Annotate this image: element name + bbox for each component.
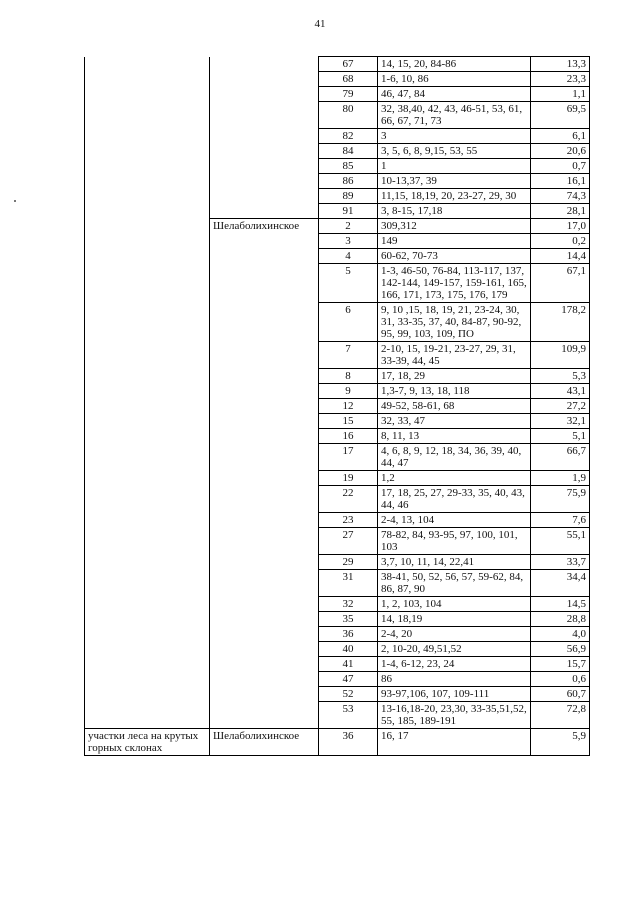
allotments-cell: 9, 10 ,15, 18, 19, 21, 23-24, 30, 31, 33-35, 37, 40, 84-87, 90-92, 95, 99, 103, 109, ПО [378, 303, 531, 342]
quarter-cell: 82 [319, 129, 378, 144]
area-cell: 17,0 [531, 219, 590, 234]
allotments-cell: 17, 18, 29 [378, 369, 531, 384]
allotments-cell: 17, 18, 25, 27, 29-33, 35, 40, 43, 44, 46 [378, 486, 531, 513]
allotments-cell: 38-41, 50, 52, 56, 57, 59-62, 84, 86, 87, 90 [378, 570, 531, 597]
forest-allotment-table [84, 56, 590, 756]
forestry-cell: Шелаболихинское [210, 219, 319, 729]
area-cell: 20,6 [531, 144, 590, 159]
quarter-cell: 47 [319, 672, 378, 687]
area-cell: 14,4 [531, 249, 590, 264]
margin-mark [14, 200, 16, 202]
quarter-cell: 80 [319, 102, 378, 129]
quarter-cell: 6 [319, 303, 378, 342]
allotments-cell: 86 [378, 672, 531, 687]
quarter-cell: 67 [319, 57, 378, 72]
area-cell: 72,8 [531, 702, 590, 729]
quarter-cell: 5 [319, 264, 378, 303]
allotments-cell: 78-82, 84, 93-95, 97, 100, 101, 103 [378, 528, 531, 555]
area-cell: 0,7 [531, 159, 590, 174]
allotments-cell: 1-6, 10, 86 [378, 72, 531, 87]
quarter-cell: 85 [319, 159, 378, 174]
quarter-cell: 53 [319, 702, 378, 729]
quarter-cell: 86 [319, 174, 378, 189]
allotments-cell: 1,2 [378, 471, 531, 486]
forestry-cell [210, 57, 319, 219]
area-cell: 1,1 [531, 87, 590, 102]
page-number: 41 [314, 18, 326, 30]
quarter-cell: 52 [319, 687, 378, 702]
area-cell: 74,3 [531, 189, 590, 204]
quarter-cell: 12 [319, 399, 378, 414]
quarter-cell: 2 [319, 219, 378, 234]
area-cell: 67,1 [531, 264, 590, 303]
quarter-cell: 9 [319, 384, 378, 399]
area-cell: 16,1 [531, 174, 590, 189]
allotments-cell: 3, 8-15, 17,18 [378, 204, 531, 219]
quarter-cell: 22 [319, 486, 378, 513]
allotments-cell: 309,312 [378, 219, 531, 234]
area-cell: 5,9 [531, 729, 590, 756]
allotments-cell: 32, 33, 47 [378, 414, 531, 429]
table-row [85, 57, 590, 72]
quarter-cell: 91 [319, 204, 378, 219]
table-body [85, 57, 590, 756]
allotments-cell: 14, 18,19 [378, 612, 531, 627]
area-cell: 14,5 [531, 597, 590, 612]
quarter-cell: 15 [319, 414, 378, 429]
quarter-cell: 23 [319, 513, 378, 528]
area-cell: 55,1 [531, 528, 590, 555]
quarter-cell: 31 [319, 570, 378, 597]
quarter-cell: 27 [319, 528, 378, 555]
area-cell: 109,9 [531, 342, 590, 369]
quarter-cell: 41 [319, 657, 378, 672]
allotments-cell: 13-16,18-20, 23,30, 33-35,51,52, 55, 185, 189-191 [378, 702, 531, 729]
allotments-cell: 2, 10-20, 49,51,52 [378, 642, 531, 657]
quarter-cell: 84 [319, 144, 378, 159]
quarter-cell: 32 [319, 597, 378, 612]
allotments-cell: 49-52, 58-61, 68 [378, 399, 531, 414]
allotments-cell: 16, 17 [378, 729, 531, 756]
allotments-cell: 2-4, 13, 104 [378, 513, 531, 528]
forestry-cell: Шелаболихинское [210, 729, 319, 756]
area-cell: 27,2 [531, 399, 590, 414]
allotments-cell: 1-3, 46-50, 76-84, 113-117, 137, 142-144, 149-157, 159-161, 165, 166, 171, 173, 175, 176, 179 [378, 264, 531, 303]
area-cell: 5,3 [531, 369, 590, 384]
allotments-cell: 1, 2, 103, 104 [378, 597, 531, 612]
area-cell: 28,1 [531, 204, 590, 219]
area-cell: 15,7 [531, 657, 590, 672]
allotments-cell: 3,7, 10, 11, 14, 22,41 [378, 555, 531, 570]
quarter-cell: 40 [319, 642, 378, 657]
allotments-cell: 32, 38,40, 42, 43, 46-51, 53, 61, 66, 67, 71, 73 [378, 102, 531, 129]
allotments-cell: 8, 11, 13 [378, 429, 531, 444]
quarter-cell: 29 [319, 555, 378, 570]
category-cell: участки леса на крутых горных склонах [85, 729, 210, 756]
area-cell: 178,2 [531, 303, 590, 342]
allotments-cell: 1 [378, 159, 531, 174]
category-cell [85, 57, 210, 729]
quarter-cell: 17 [319, 444, 378, 471]
quarter-cell: 89 [319, 189, 378, 204]
quarter-cell: 35 [319, 612, 378, 627]
area-cell: 75,9 [531, 486, 590, 513]
area-cell: 7,6 [531, 513, 590, 528]
quarter-cell: 7 [319, 342, 378, 369]
area-cell: 0,6 [531, 672, 590, 687]
area-cell: 32,1 [531, 414, 590, 429]
area-cell: 23,3 [531, 72, 590, 87]
allotments-cell: 11,15, 18,19, 20, 23-27, 29, 30 [378, 189, 531, 204]
area-cell: 69,5 [531, 102, 590, 129]
allotments-cell: 93-97,106, 107, 109-111 [378, 687, 531, 702]
allotments-cell: 1,3-7, 9, 13, 18, 118 [378, 384, 531, 399]
allotments-cell: 149 [378, 234, 531, 249]
allotments-cell: 2-10, 15, 19-21, 23-27, 29, 31, 33-39, 44, 45 [378, 342, 531, 369]
area-cell: 33,7 [531, 555, 590, 570]
allotments-cell: 4, 6, 8, 9, 12, 18, 34, 36, 39, 40, 44, 47 [378, 444, 531, 471]
allotments-cell: 1-4, 6-12, 23, 24 [378, 657, 531, 672]
area-cell: 0,2 [531, 234, 590, 249]
quarter-cell: 8 [319, 369, 378, 384]
area-cell: 34,4 [531, 570, 590, 597]
area-cell: 4,0 [531, 627, 590, 642]
area-cell: 56,9 [531, 642, 590, 657]
allotments-cell: 3, 5, 6, 8, 9,15, 53, 55 [378, 144, 531, 159]
allotments-cell: 46, 47, 84 [378, 87, 531, 102]
area-cell: 1,9 [531, 471, 590, 486]
quarter-cell: 36 [319, 627, 378, 642]
allotments-cell: 10-13,37, 39 [378, 174, 531, 189]
area-cell: 13,3 [531, 57, 590, 72]
area-cell: 28,8 [531, 612, 590, 627]
quarter-cell: 19 [319, 471, 378, 486]
quarter-cell: 4 [319, 249, 378, 264]
area-cell: 43,1 [531, 384, 590, 399]
quarter-cell: 79 [319, 87, 378, 102]
allotments-cell: 14, 15, 20, 84-86 [378, 57, 531, 72]
area-cell: 60,7 [531, 687, 590, 702]
table-row [85, 729, 590, 756]
area-cell: 6,1 [531, 129, 590, 144]
area-cell: 5,1 [531, 429, 590, 444]
allotments-cell: 3 [378, 129, 531, 144]
quarter-cell: 68 [319, 72, 378, 87]
allotments-cell: 60-62, 70-73 [378, 249, 531, 264]
allotments-cell: 2-4, 20 [378, 627, 531, 642]
area-cell: 66,7 [531, 444, 590, 471]
quarter-cell: 16 [319, 429, 378, 444]
quarter-cell: 36 [319, 729, 378, 756]
quarter-cell: 3 [319, 234, 378, 249]
